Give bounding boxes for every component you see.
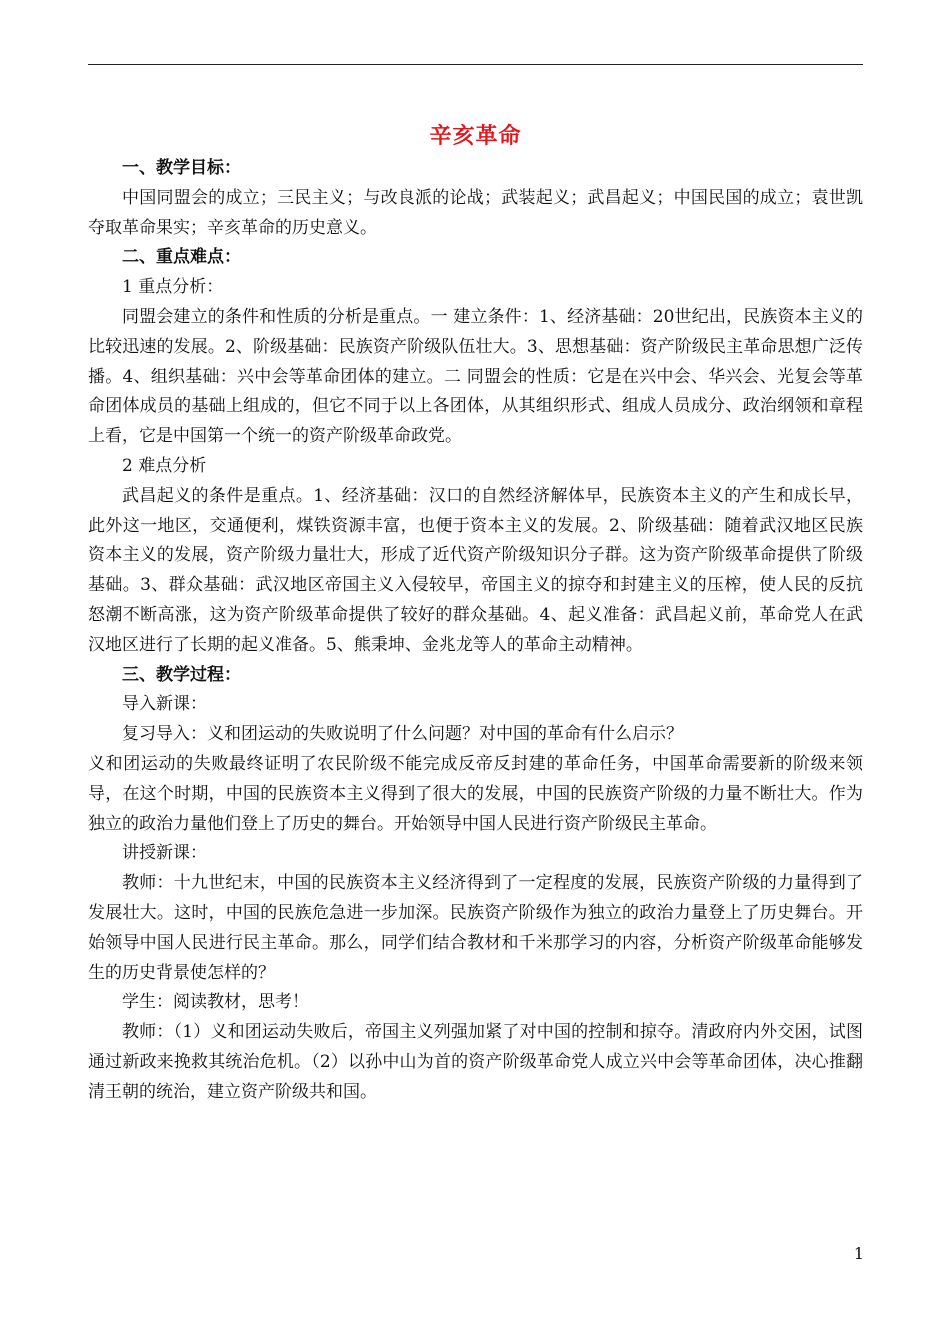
document-title: 辛亥革命 bbox=[429, 123, 522, 149]
paragraph-intro-label: 导入新课： bbox=[122, 694, 207, 715]
paragraph-objectives: 中国同盟会的成立；三民主义；与改良派的论战；武装起义；武昌起义；中国民国的成立；袁世凯夺取革命果实；辛亥革命的历史意义。 bbox=[88, 187, 863, 238]
paragraph-student: 学生：阅读教材，思考！ bbox=[122, 992, 309, 1013]
paragraph-teacher-1: 教师：十九世纪末，中国的民族资本主义经济得到了一定程度的发展，民族资产阶级的力量得到了发展壮大。这时，中国的民族危急进一步加深。民族资产阶级作为独立的政治力量登上了历史舞台。开始领导中国人民进行民主革命。那么，同学们结合教材和千米那学习的内容，分析资产阶级革命能够发生的历史背景使怎样的？ bbox=[88, 873, 863, 983]
paragraph-new-lesson-label: 讲授新课： bbox=[122, 843, 207, 864]
paragraph-key-analysis: 同盟会建立的条件和性质的分析是重点。一 建立条件：1、经济基础：20世纪出，民族资本主义的比较迅速的发展。2、阶级基础：民族资产阶级队伍壮大。3、思想基础：资产阶级民主革命思想广泛传播。4、组织基础：兴中会等革命团体的建立。二 同盟会的性质：它是在兴中会、华兴会、光复会等革命团体成员的基础上组成的，但它不同于以上各团体，从其组织形式、组成人员成分、政治纲领和章程上看，它是中国第一个统一的资产阶级革命政党。 bbox=[88, 306, 863, 447]
subheading-difficulty-analysis: 2 难点分析 bbox=[122, 455, 207, 476]
paragraph-difficulty-analysis: 武昌起义的条件是重点。1、经济基础：汉口的自然经济解体早，民族资本主义的产生和成长早，此外这一地区，交通便利，煤铁资源丰富，也便于资本主义的发展。2、阶级基础：随着武汉地区民族资本主义的发展，资产阶级力量壮大，形成了近代资产阶级知识分子群。这为资产阶级革命提供了阶级基础。3、群众基础：武汉地区帝国主义入侵较早，帝国主义的掠夺和封建主义的压榨，使人民的反抗怒潮不断高涨，这为资产阶级革命提供了较好的群众基础。4、起义准备：武昌起义前，革命党人在武汉地区进行了长期的起义准备。5、熊秉坤、金兆龙等人的革命主动精神。 bbox=[88, 485, 863, 655]
page-number: 1 bbox=[853, 1244, 864, 1263]
section-heading-process: 三、教学过程： bbox=[122, 664, 241, 685]
paragraph-review-answer: 义和团运动的失败最终证明了农民阶级不能完成反帝反封建的革命任务，中国革命需要新的阶级来领导，在这个时期，中国的民族资本主义得到了很大的发展，中国的民族资产阶级的力量不断壮大。作为独立的政治力量他们登上了历史的舞台。开始领导中国人民进行资产阶级民主革命。 bbox=[88, 753, 863, 834]
section-heading-objectives: 一、教学目标： bbox=[122, 158, 241, 178]
subheading-key-analysis: 1 重点分析： bbox=[122, 277, 224, 298]
document-body bbox=[88, 118, 863, 1108]
paragraph-review-question: 复习导入：义和团运动的失败说明了什么问题？对中国的革命有什么启示？ bbox=[122, 724, 683, 745]
header-rule bbox=[88, 64, 863, 65]
section-heading-key-points: 二、重点难点： bbox=[122, 247, 241, 268]
paragraph-teacher-2: 教师：（1）义和团运动失败后，帝国主义列强加紧了对中国的控制和掠夺。清政府内外交困，试图通过新政来挽救其统治危机。（2）以孙中山为首的资产阶级革命党人成立兴中会等革命团体，决心推翻清王朝的统治，建立资产阶级共和国。 bbox=[88, 1022, 863, 1102]
